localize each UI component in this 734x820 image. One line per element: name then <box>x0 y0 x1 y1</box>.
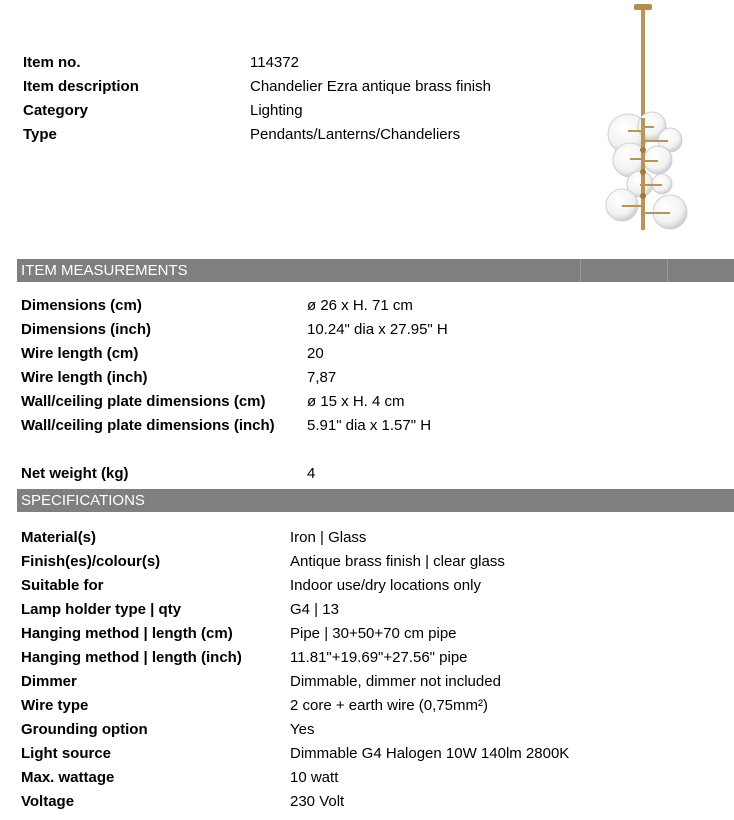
spec-label: Material(s) <box>21 529 97 546</box>
spec-value: 11.81"+19.69"+27.56" pipe <box>290 649 468 666</box>
item-number-value: 114372 <box>250 54 299 71</box>
item-description-value: Chandelier Ezra antique brass finish <box>250 78 491 95</box>
specifications-title: SPECIFICATIONS <box>21 492 145 509</box>
measurement-label: Wire length (cm) <box>21 345 139 362</box>
spec-value: 10 watt <box>290 769 339 786</box>
spec-label: Wire type <box>21 697 89 714</box>
spec-label: Max. wattage <box>21 769 115 786</box>
type-label: Type <box>23 126 57 143</box>
spec-value: 2 core + earth wire (0,75mm²) <box>290 697 488 714</box>
spec-value: 230 Volt <box>290 793 345 810</box>
spec-label: Suitable for <box>21 577 104 594</box>
spec-value: Yes <box>290 721 315 738</box>
spec-label: Dimmer <box>21 673 77 690</box>
item-number-label: Item no. <box>23 54 81 71</box>
spec-label: Hanging method | length (inch) <box>21 649 242 666</box>
measurement-label: Wall/ceiling plate dimensions (inch) <box>21 417 275 434</box>
measurement-value: 20 <box>307 345 324 362</box>
header-divider <box>580 259 581 282</box>
measurement-label: Wall/ceiling plate dimensions (cm) <box>21 393 266 410</box>
spec-value: Dimmable, dimmer not included <box>290 673 501 690</box>
measurement-value: ø 15 x H. 4 cm <box>307 393 405 410</box>
net-weight-value: 4 <box>307 465 316 482</box>
spec-value: Pipe | 30+50+70 cm pipe <box>290 625 457 642</box>
type-value: Pendants/Lanterns/Chandeliers <box>250 126 461 143</box>
spec-value: Dimmable G4 Halogen 10W 140lm 2800K <box>290 745 570 762</box>
item-measurements-title: ITEM MEASUREMENTS <box>21 262 188 279</box>
chandelier-image <box>600 0 692 236</box>
item-description-label: Item description <box>23 78 139 95</box>
header-divider <box>667 259 668 282</box>
measurement-label: Wire length (inch) <box>21 369 148 386</box>
category-label: Category <box>23 102 89 119</box>
spec-value: Indoor use/dry locations only <box>290 577 481 594</box>
spec-label: Grounding option <box>21 721 148 738</box>
measurement-value: 7,87 <box>307 369 337 386</box>
spec-label: Voltage <box>21 793 75 810</box>
measurement-value: 10.24" dia x 27.95" H <box>307 321 448 338</box>
spec-label: Finish(es)/colour(s) <box>21 553 161 570</box>
measurement-label: Dimensions (inch) <box>21 321 152 338</box>
spec-label: Lamp holder type | qty <box>21 601 182 618</box>
net-weight-label: Net weight (kg) <box>21 465 129 482</box>
specifications-header <box>17 489 734 512</box>
measurement-value: 5.91" dia x 1.57" H <box>307 417 432 434</box>
category-value: Lighting <box>250 102 303 119</box>
measurement-label: Dimensions (cm) <box>21 297 142 314</box>
spec-value: G4 | 13 <box>290 601 339 618</box>
measurement-value: ø 26 x H. 71 cm <box>307 297 413 314</box>
spec-label: Hanging method | length (cm) <box>21 625 233 642</box>
spec-value: Antique brass finish | clear glass <box>290 553 505 570</box>
spec-value: Iron | Glass <box>290 529 367 546</box>
spec-label: Light source <box>21 745 112 762</box>
item-measurements-header <box>17 259 734 282</box>
